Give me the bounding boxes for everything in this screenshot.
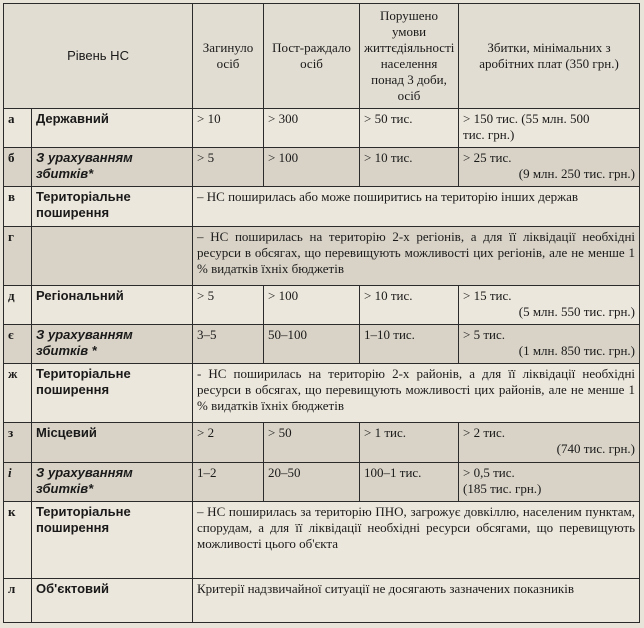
cell-description: - НС поширилась на територію 2-х районів, а для її ліквідації необхідні ресурси в обсягах, що перевищують можливості цих районів, але не менше 1 % видатків їхніх бюджетів [193, 364, 640, 423]
row-level-name: Територіальне поширення [32, 187, 193, 226]
row-letter: г [4, 226, 32, 285]
table-row [4, 147, 640, 186]
emergency-levels-table [3, 3, 640, 623]
table-row [4, 285, 640, 324]
cell-died: > 2 [193, 423, 264, 462]
damage-money: (1 млн. 850 тис. грн.) [518, 342, 636, 358]
cell-conditions: 1–10 тис. [360, 324, 459, 363]
row-letter: к [4, 501, 32, 579]
cell-damage [459, 462, 640, 501]
header-level: Рівень НС [4, 4, 193, 109]
table-row [4, 226, 640, 285]
cell-conditions: > 1 тис. [360, 423, 459, 462]
cell-injured: 20–50 [264, 462, 360, 501]
row-level-name: Місцевий [32, 423, 193, 462]
header-died: Загинуло осіб [193, 4, 264, 109]
damage-money: (9 млн. 250 тис. грн.) [518, 165, 636, 181]
damage-amount: > 2 тис. [463, 425, 506, 441]
row-letter: з [4, 423, 32, 462]
damage-amount: > 0,5 тис. [463, 464, 515, 480]
cell-died: 3–5 [193, 324, 264, 363]
table-row [4, 423, 640, 462]
table-row [4, 108, 640, 147]
cell-injured: > 300 [264, 108, 360, 147]
cell-damage [459, 108, 640, 147]
table-row [4, 364, 640, 423]
header-damage: Збитки, мінімальних з аробітних плат (350 грн.) [459, 4, 640, 109]
cell-description: – НС поширилась або може поширитись на територію інших держав [193, 187, 640, 226]
cell-description: – НС поширилась за територію ПНО, загрожує довкіллю, населеним пунктам, спорудам, а для її ліквідації необхідні ресурси обсягами, що перевищують можливості цього об'єкта [193, 501, 640, 579]
cell-conditions: > 50 тис. [360, 108, 459, 147]
cell-description: – НС поширилась на територію 2-х регіонів, а для її ліквідації необхідні ресурси в обсягах, що перевищують можливості цих регіонів, але не менше 1 % видатків їхніх бюджетів [193, 226, 640, 285]
cell-conditions: 100–1 тис. [360, 462, 459, 501]
cell-damage [459, 423, 640, 462]
cell-damage [459, 285, 640, 324]
row-level-name: Територіальне поширення [32, 501, 193, 579]
cell-injured: > 100 [264, 147, 360, 186]
table-row [4, 462, 640, 501]
damage-money: (5 млн. 550 тис. грн.) [518, 303, 636, 319]
row-level-name: Об'єктовий [32, 579, 193, 623]
row-letter: д [4, 285, 32, 324]
header-conditions: Порушено умови життєдіяльності населення понад 3 доби, осіб [360, 4, 459, 109]
cell-injured: > 100 [264, 285, 360, 324]
cell-injured: > 50 [264, 423, 360, 462]
row-letter: є [4, 324, 32, 363]
row-level-name: З урахуванням збитків* [32, 147, 193, 186]
cell-damage [459, 324, 640, 363]
row-letter: а [4, 108, 32, 147]
row-level-name: З урахуванням збитків * [32, 324, 193, 363]
row-level-name-empty [32, 226, 193, 285]
cell-died: 1–2 [193, 462, 264, 501]
cell-damage [459, 147, 640, 186]
row-level-name: З урахуванням збитків* [32, 462, 193, 501]
damage-amount: > 5 тис. [463, 326, 506, 342]
header-row [4, 4, 640, 109]
cell-died: > 5 [193, 147, 264, 186]
row-letter: в [4, 187, 32, 226]
row-letter: ж [4, 364, 32, 423]
row-letter: б [4, 147, 32, 186]
damage-amount: > 15 тис. [463, 287, 512, 303]
damage-amount: > 150 тис. (55 млн. 500 [463, 110, 590, 126]
cell-died: > 5 [193, 285, 264, 324]
row-level-name: Державний [32, 108, 193, 147]
table-row [4, 324, 640, 363]
header-injured: Пост-раждало осіб [264, 4, 360, 109]
cell-injured: 50–100 [264, 324, 360, 363]
cell-conditions: > 10 тис. [360, 147, 459, 186]
table-row [4, 501, 640, 579]
row-level-name: Територіальне поширення [32, 364, 193, 423]
row-letter: і [4, 462, 32, 501]
row-letter: л [4, 579, 32, 623]
cell-died: > 10 [193, 108, 264, 147]
cell-conditions: > 10 тис. [360, 285, 459, 324]
damage-money: тис. грн.) [463, 126, 515, 142]
row-level-name: Регіональний [32, 285, 193, 324]
damage-money: (185 тис. грн.) [463, 480, 542, 496]
table-row [4, 187, 640, 226]
damage-money: (740 тис. грн.) [556, 441, 636, 457]
damage-amount: > 25 тис. [463, 149, 512, 165]
table-row [4, 579, 640, 623]
cell-description: Критерії надзвичайної ситуації не досягають зазначених показників [193, 579, 640, 623]
emergency-levels-table-wrapper [3, 3, 639, 623]
